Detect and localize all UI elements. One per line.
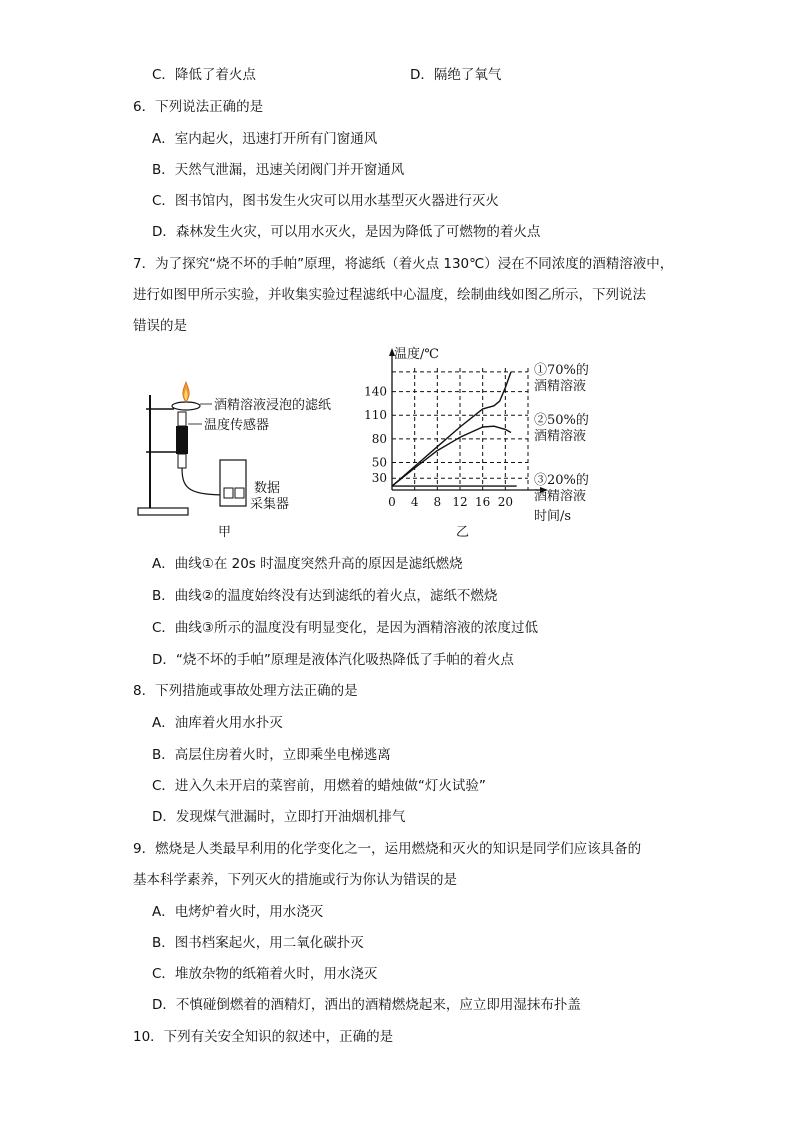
q7-option-a: A．曲线①在 20s 时温度突然升高的原因是滤纸燃烧 — [152, 556, 463, 572]
q7-stem-line1: 7．为了探究“烧不坏的手帕”原理，将滤纸（着火点 130℃）浸在不同浓度的酒精溶液中， — [133, 256, 674, 272]
legend-label-1-line2: 酒精溶液 — [534, 379, 587, 394]
q5-option-d: D．隔绝了氧气 — [410, 67, 502, 83]
x-tick-label: 16 — [475, 495, 491, 509]
label-data-collector-2: 采集器 — [250, 497, 290, 512]
q9-option-c: C．堆放杂物的纸箱着火时，用水浇灭 — [152, 966, 378, 982]
x-tick-label: 12 — [452, 495, 468, 509]
y-tick-label: 50 — [371, 455, 387, 470]
q7-option-d: D．“烧不坏的手帕”原理是液体汽化吸热降低了手帕的着火点 — [152, 652, 514, 668]
q10-stem: 10．下列有关安全知识的叙述中，正确的是 — [133, 1029, 394, 1045]
y-axis-label: 温度/℃ — [394, 347, 439, 362]
label-filter-paper: 酒精溶液浸泡的滤纸 — [214, 398, 332, 413]
q9-option-a: A．电烤炉着火时，用水浇灭 — [152, 904, 324, 920]
caption-jia: 甲 — [218, 525, 232, 540]
q6-option-d: D．森林发生火灾，可以用水灭火，是因为降低了可燃物的着火点 — [152, 224, 541, 240]
x-tick-label: 4 — [410, 495, 419, 509]
legend-label-1: ①70%的 — [534, 363, 589, 378]
y-tick-label: 30 — [371, 471, 387, 486]
q9-option-d: D．不慎碰倒燃着的酒精灯，洒出的酒精燃烧起来，应立即用湿抹布扑盖 — [152, 997, 581, 1013]
q7-stem-line3: 错误的是 — [133, 318, 187, 334]
label-temperature-sensor: 温度传感器 — [204, 418, 270, 433]
y-tick-label: 80 — [371, 431, 387, 446]
legend-label-2: ②50%的 — [534, 413, 589, 428]
x-tick-label: 20 — [497, 495, 513, 509]
chart-legend — [534, 363, 589, 504]
q6-option-b: B．天然气泄漏，迅速关闭阀门并开窗通风 — [152, 162, 405, 178]
x-tick-label: 0 — [388, 495, 396, 509]
q9-stem-line2: 基本科学素养，下列灭火的措施或行为你认为错误的是 — [133, 872, 457, 888]
q7-option-c: C．曲线③所示的温度没有明显变化，是因为酒精溶液的浓度过低 — [152, 620, 539, 636]
chart-series — [392, 372, 517, 486]
legend-label-3-line2: 酒精溶液 — [534, 489, 587, 504]
q9-option-b: B．图书档案起火，用二氧化碳扑灭 — [152, 935, 364, 951]
temperature-chart — [130, 340, 610, 550]
q5-option-c: C．降低了着火点 — [152, 67, 256, 83]
legend-label-3: ③20%的 — [534, 473, 589, 488]
legend-label-2-line2: 酒精溶液 — [534, 429, 587, 444]
q7-stem-line2: 进行如图甲所示实验，并收集实验过程滤纸中心温度，绘制曲线如图乙所示，下列说法 — [133, 287, 646, 303]
q8-option-b: B．高层住房着火时，立即乘坐电梯逃离 — [152, 747, 391, 763]
q6-stem: 6．下列说法正确的是 — [133, 99, 264, 115]
chart-grid — [392, 368, 528, 490]
caption-yi: 乙 — [456, 525, 470, 540]
q6-option-a: A．室内起火，迅速打开所有门窗通风 — [152, 131, 378, 147]
q7-figure — [130, 340, 610, 550]
q8-option-a: A．油库着火用水扑灭 — [152, 715, 283, 731]
y-tick-label: 140 — [364, 384, 387, 399]
q8-stem: 8．下列措施或事故处理方法正确的是 — [133, 683, 358, 699]
q9-stem-line1: 9．燃烧是人类最早利用的化学变化之一，运用燃烧和灭火的知识是同学们应该具备的 — [133, 841, 642, 857]
q7-option-b: B．曲线②的温度始终没有达到滤纸的着火点，滤纸不燃烧 — [152, 588, 498, 604]
q6-option-c: C．图书馆内，图书发生火灾可以用水基型灭火器进行灭火 — [152, 193, 499, 209]
q8-option-d: D．发现煤气泄漏时，立即打开油烟机排气 — [152, 809, 406, 825]
q8-option-c: C．进入久未开启的菜窖前，用燃着的蜡烛做“灯火试验” — [152, 778, 486, 794]
series-line-1 — [392, 372, 511, 486]
x-axis-label: 时间/s — [534, 509, 572, 524]
y-tick-label: 110 — [364, 408, 387, 423]
label-data-collector-1: 数据 — [254, 481, 281, 496]
x-tick-label: 8 — [433, 495, 442, 509]
